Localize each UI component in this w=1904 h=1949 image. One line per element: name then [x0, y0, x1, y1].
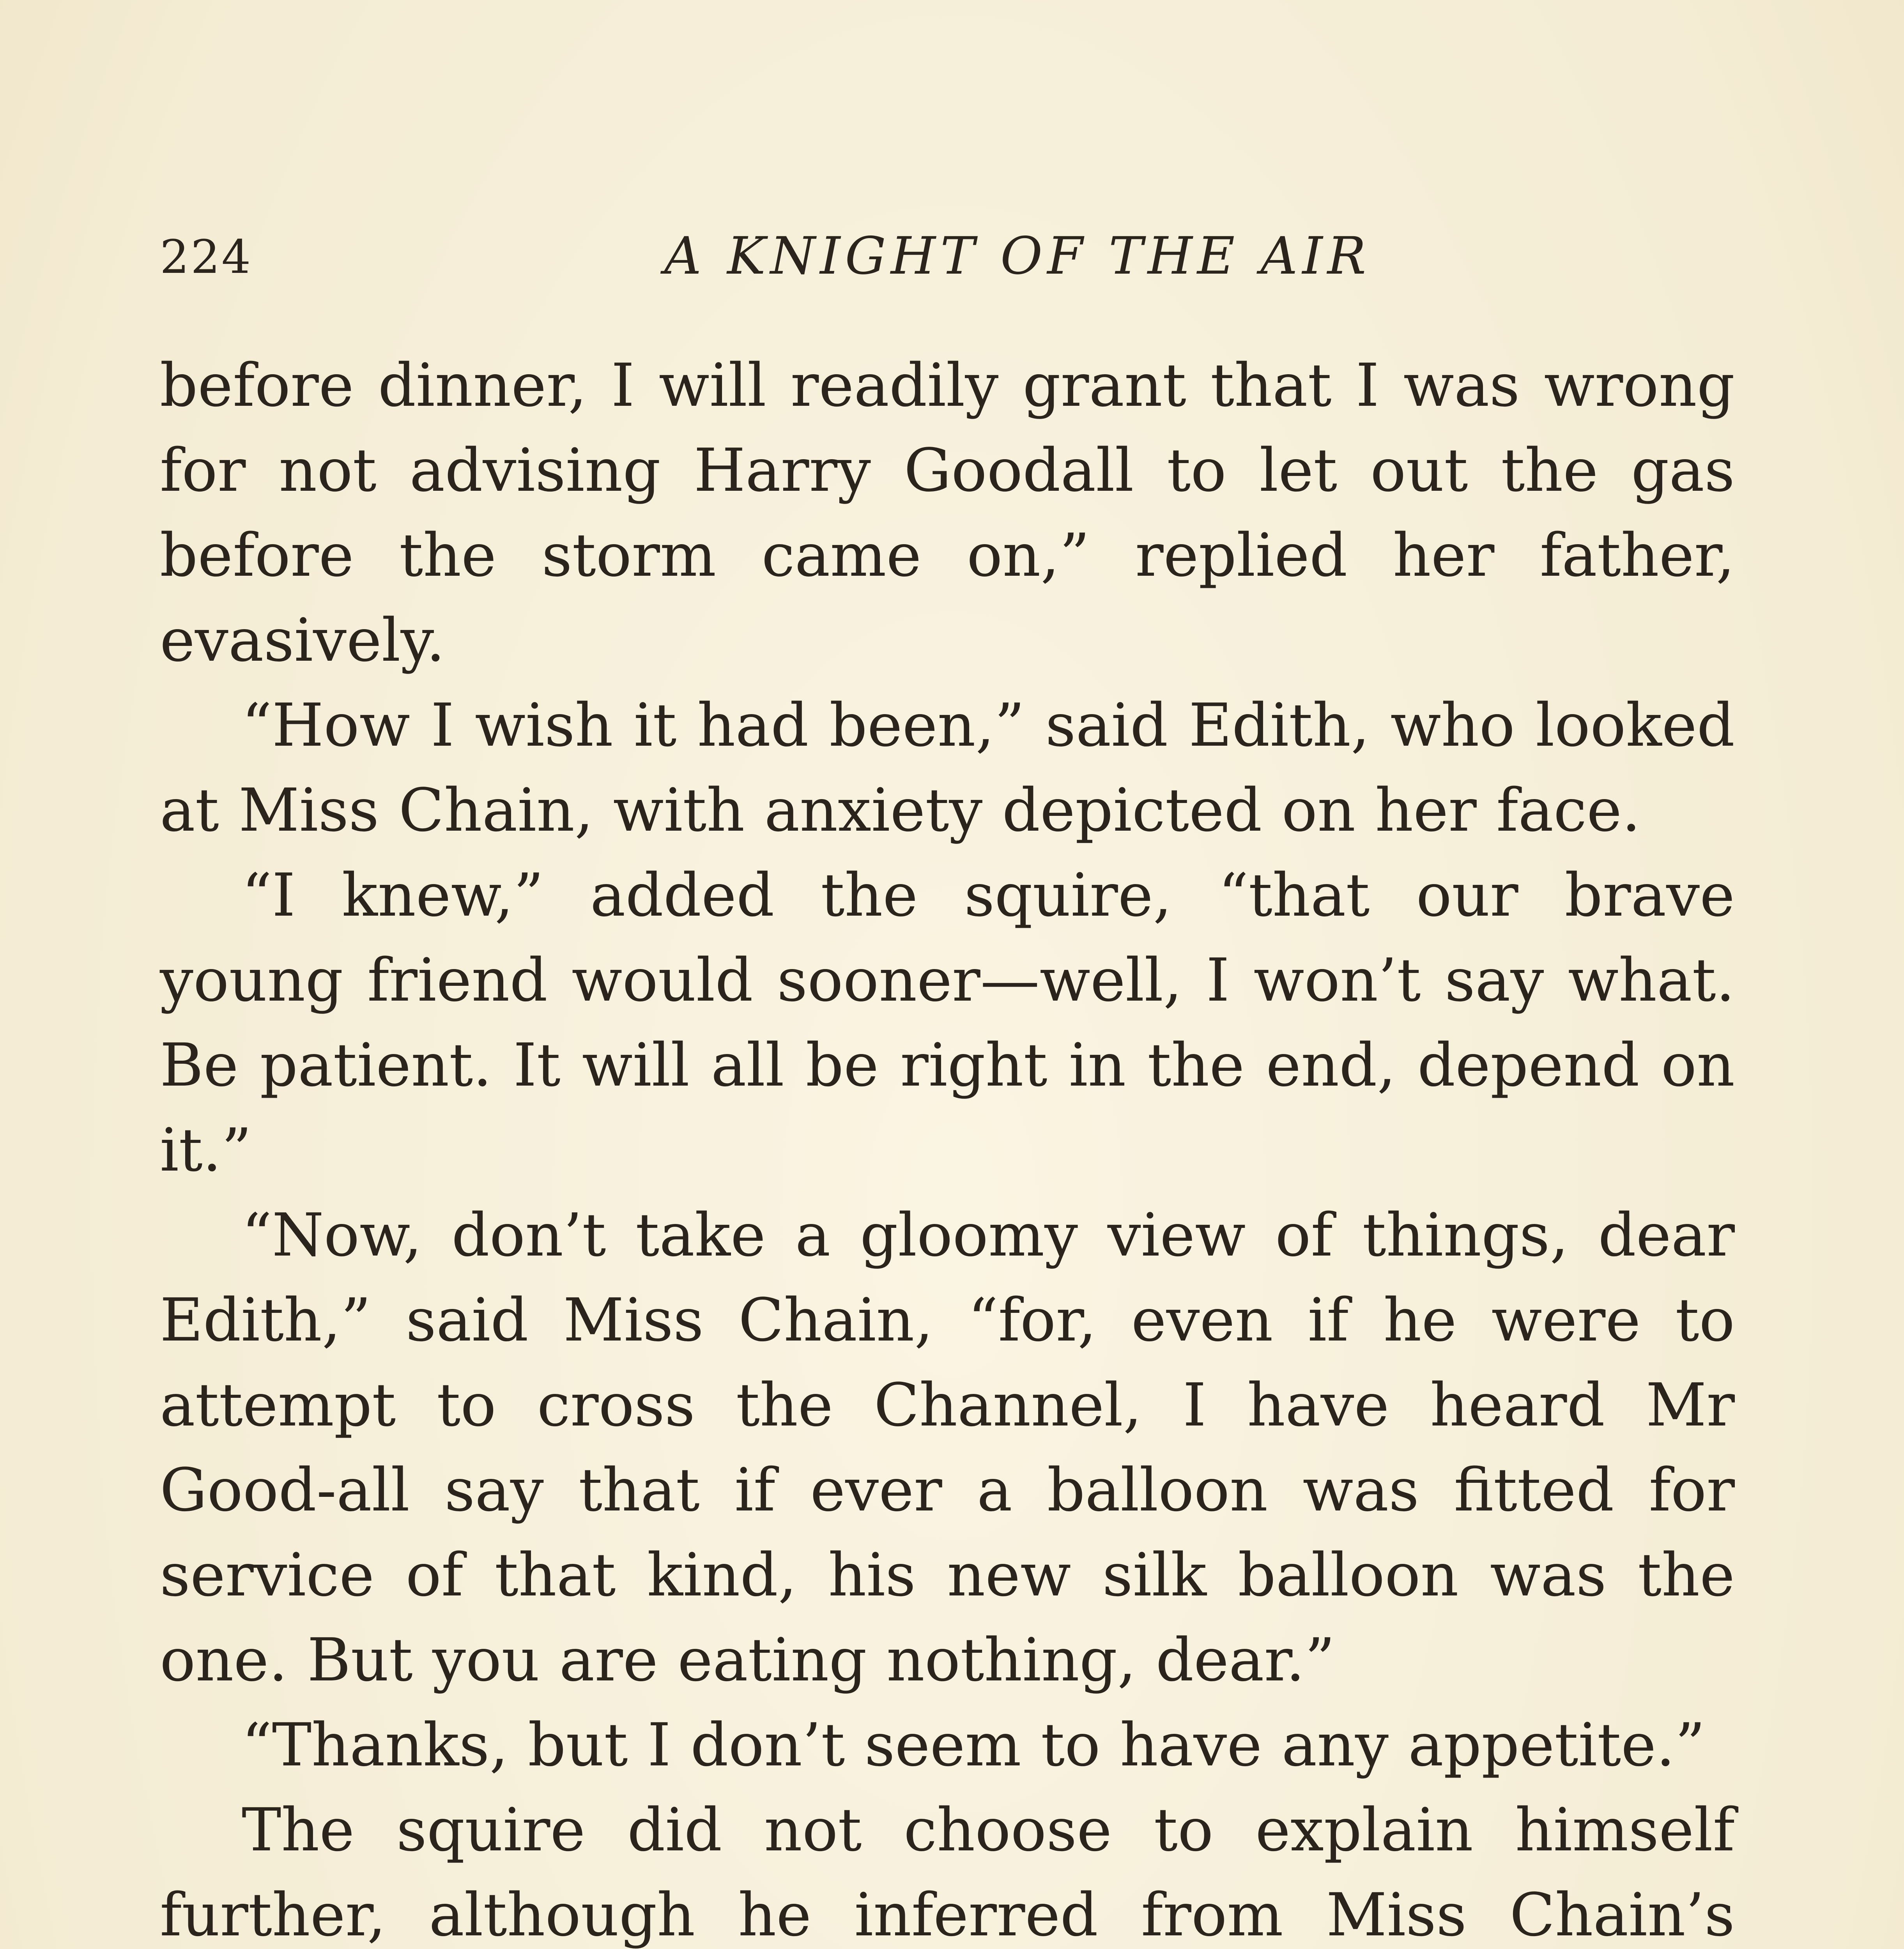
paragraph-1: before dinner, I will readily grant that I was wrong for not advising Harry Goodall to let out the gas before the storm came on,” replied her father, evasively.: [160, 351, 1735, 675]
page-header: [160, 218, 1735, 296]
page-number: 224: [160, 230, 253, 284]
paragraph-4: “Now, don’t take a gloomy view of things, dear Edith,” said Miss Chain, “for, even if he were to attempt to cross the Channel, I have heard Mr Good-all say that if ever a balloon was fitted for service of that kind, his new silk balloon was the one. But you are eating nothing, dear.”: [160, 1201, 1735, 1694]
paragraph-6: The squire did not choose to explain himself further, although he inferred from Miss Chain’s: [160, 1795, 1735, 1949]
paragraph-3: “I knew,” added the squire, “that our brave young friend would sooner—well, I won’t say what. Be patient. It will all be right in the end, depend on it.”: [160, 861, 1735, 1185]
paragraph-2: “How I wish it had been,” said Edith, who looked at Miss Chain, with anxiety depicted on her face.: [160, 691, 1735, 845]
running-title: A KNIGHT OF THE AIR: [664, 226, 1371, 286]
body-text: [160, 343, 1735, 1949]
paragraph-5: “Thanks, but I don’t seem to have any appetite.”: [242, 1710, 1706, 1779]
